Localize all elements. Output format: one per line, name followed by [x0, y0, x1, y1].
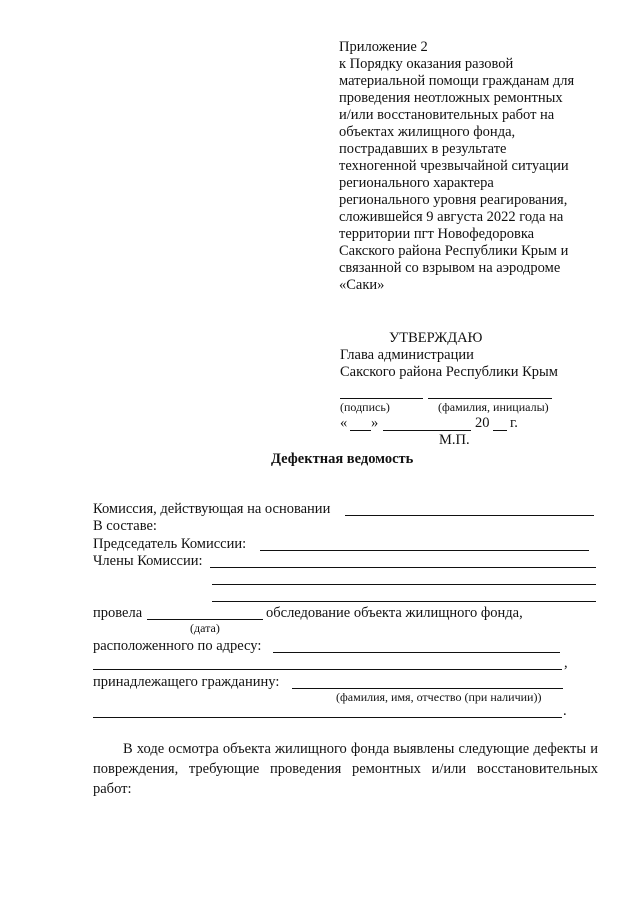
appendix-line: «Саки» — [339, 277, 385, 293]
appendix-line: пострадавших в результате — [339, 141, 507, 157]
address-field[interactable] — [273, 652, 560, 653]
owner-label: принадлежащего гражданину: — [93, 674, 280, 690]
address-label: расположенного по адресу: — [93, 638, 262, 654]
signature-caption: (подпись) — [340, 400, 390, 414]
document-title: Дефектная ведомость — [271, 451, 414, 467]
name-line[interactable] — [428, 398, 552, 399]
appendix-line: Сакского района Республики Крым и — [339, 243, 569, 259]
chairman-field[interactable] — [260, 550, 589, 551]
findings-paragraph — [93, 739, 598, 799]
composition-label: В составе: — [93, 518, 157, 534]
date-month-line[interactable] — [383, 430, 471, 431]
appendix-line: территории пгт Новофедоровка — [339, 226, 535, 242]
commission-basis-label: Комиссия, действующая на основании — [93, 501, 331, 517]
appendix-line: и/или восстановительных работ на — [339, 107, 555, 123]
date-year-line[interactable] — [493, 430, 507, 431]
fio-caption: (фамилия, имя, отчество (при наличии)) — [336, 690, 542, 704]
signature-line[interactable] — [340, 398, 423, 399]
members-label: Члены Комиссии: — [93, 553, 203, 569]
stamp-label: М.П. — [439, 432, 470, 448]
address-comma: , — [564, 655, 568, 671]
inspection-date-field[interactable] — [147, 619, 263, 620]
appendix-line: Приложение 2 — [339, 39, 428, 55]
date-close-quote: » — [371, 415, 379, 431]
appendix-line: регионального уровня реагирования, — [339, 192, 568, 208]
appendix-line: регионального характера — [339, 175, 494, 191]
date-open-quote: « — [340, 415, 348, 431]
date-suffix: г. — [510, 415, 518, 431]
appendix-line: связанной со взрывом на аэродроме — [339, 260, 561, 276]
appendix-line: объектах жилищного фонда, — [339, 124, 516, 140]
appendix-line: к Порядку оказания разовой — [339, 56, 514, 72]
name-caption: (фамилия, инициалы) — [438, 400, 549, 414]
appendix-line: проведения неотложных ремонтных — [339, 90, 563, 106]
owner-field[interactable] — [292, 688, 563, 689]
approval-heading: УТВЕРЖДАЮ — [389, 330, 483, 346]
appendix-line: материальной помощи гражданам для — [339, 73, 575, 89]
member-field[interactable] — [212, 584, 596, 585]
approval-position: Сакского района Республики Крым — [340, 364, 558, 380]
owner-field-continued[interactable] — [93, 717, 562, 718]
commission-basis-field[interactable] — [345, 515, 594, 516]
member-field[interactable] — [212, 601, 596, 602]
member-field[interactable] — [210, 567, 596, 568]
findings-text: В ходе осмотра объекта жилищного фонда выявлены следующие дефекты и повреждения, требующие проведения ремонтных и/или восстановительных работ: — [93, 741, 598, 797]
address-field-continued[interactable] — [93, 669, 562, 670]
date-caption: (дата) — [190, 621, 220, 635]
approval-position: Глава администрации — [340, 347, 474, 363]
inspection-label: обследование объекта жилищного фонда, — [266, 605, 523, 621]
appendix-line: сложившейся 9 августа 2022 года на — [339, 209, 564, 225]
conducted-label: провела — [93, 605, 143, 621]
chairman-label: Председатель Комиссии: — [93, 536, 247, 552]
date-year-prefix: 20 — [475, 415, 490, 431]
appendix-line: техногенной чрезвычайной ситуации — [339, 158, 569, 174]
date-day-line[interactable] — [350, 430, 371, 431]
owner-period: . — [563, 703, 567, 719]
